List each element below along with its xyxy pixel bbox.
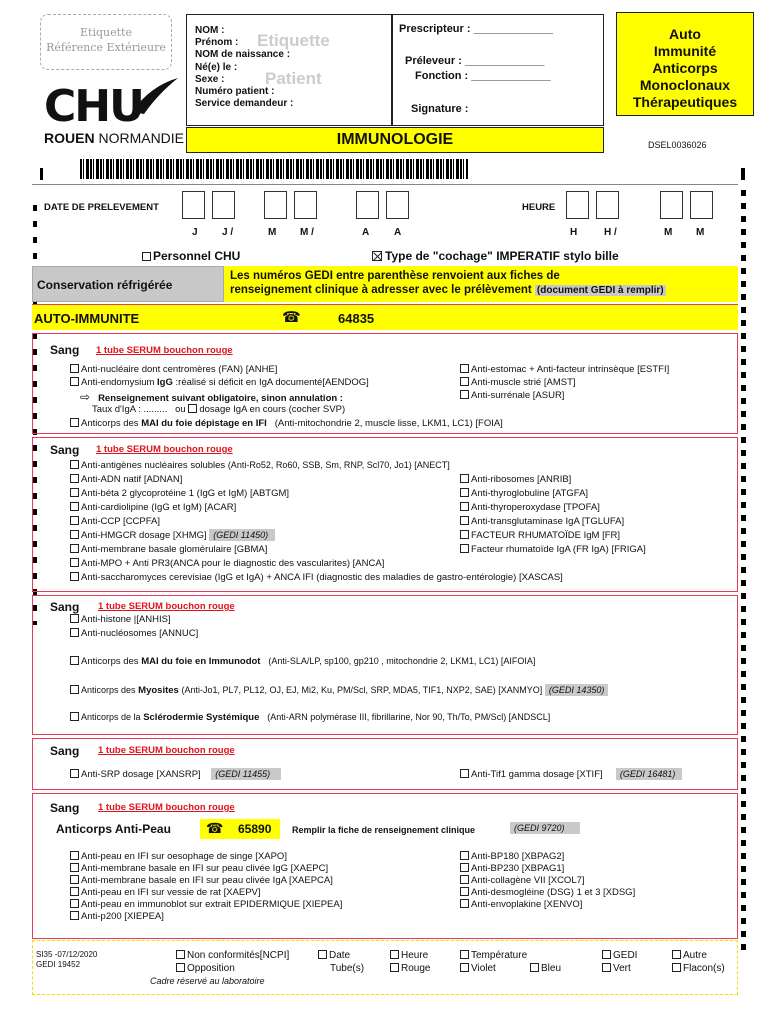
gedi-note [224,266,738,302]
footer-vert: Vert [613,963,631,974]
item-xaepc: Anti-membrane basale en IFI sur peau clivée IgG [XAEPC] [81,863,329,874]
checkbox-anca[interactable] [70,558,79,567]
margin-marks-right [741,190,746,950]
checkbox-estfi[interactable] [460,364,469,373]
checkbox-anhis[interactable] [70,614,79,623]
footer-cadre: Cadre réservé au laboratoire [150,976,265,986]
prescripteur-field[interactable]: Prescripteur : _____________ [399,23,554,35]
mm-label-1: M [664,227,673,238]
checkbox-bleu[interactable] [530,963,539,972]
cochage-label: Type de "cochage" IMPERATIF stylo bille [385,249,619,263]
item-fr: FACTEUR RHUMATOÏDE IgM [FR] [471,530,621,541]
checkbox-xansrp[interactable] [70,769,79,778]
taux-iga-label: Taux d'IgA : ......... [92,404,168,415]
item-tglufa: Anti-transglutaminase IgA [TGLUFA] [471,516,625,527]
footer-si-code: SI35 -07/12/2020 [36,950,98,959]
checkbox-xbpag1[interactable] [460,863,469,872]
item-anhis: Anti-histone |[ANHIS] [81,614,171,625]
watermark-patient: Patient [265,69,322,88]
item-andscl-c: (Anti-ARN polymérase III, fibrillarine, Nor 90, Th/To, PM/Scl) [ANDSCL] [267,712,551,722]
title-line-3: Anticorps [652,60,718,76]
footer-temperature: Température [471,950,528,961]
checkbox-autre[interactable] [672,950,681,959]
item-asur: Anti-surrénale [ASUR] [471,390,565,401]
year-box-1[interactable] [356,191,379,219]
checkbox-xaepca[interactable] [70,875,79,884]
title-line-1: Auto [669,26,701,42]
checked-example-icon [372,251,382,261]
a-label-2: A [394,227,402,238]
sang-title-2: Sang [50,443,80,457]
item-xdsg: Anti-desmogléine (DSG) 1 et 3 [XDSG] [471,887,636,898]
checkbox-xdsg[interactable] [460,887,469,896]
checkbox-ncpi[interactable] [176,950,185,959]
checkbox-date[interactable] [318,950,327,959]
hour-box-1[interactable] [566,191,589,219]
checkbox-xenvo[interactable] [460,899,469,908]
item-xaepca: Anti-membrane basale en IFI sur peau clivée IgA [XAEPCA] [81,875,333,886]
item-estfi: Anti-estomac + Anti-facteur intrinsèque [ESTFI] [471,364,670,375]
item-xtif: Anti-Tif1 gamma dosage [XTIF] [471,769,603,780]
logo-city: ROUEN [44,130,95,146]
checkbox-heure[interactable] [390,950,399,959]
footer-bleu: Bleu [541,963,562,974]
item-xhmg: Anti-HMGCR dosage [XHMG] [81,530,207,541]
item-andscl-a: Anticorps de la [81,712,141,722]
gedi-9720-badge: (GEDI 9720) [510,822,580,834]
checkbox-xhmg[interactable] [70,530,79,539]
renseignement-label: Renseignement suivant obligatoire, sinon annulation : [98,393,343,404]
item-xanmyo-b: Myosites [138,685,179,696]
checkbox-andscl[interactable] [70,712,79,721]
checkbox-ccpfa[interactable] [70,516,79,525]
minute-box-1[interactable] [660,191,683,219]
checkbox-asur[interactable] [460,390,469,399]
j-slash-label: J / [222,227,234,238]
gedi-16481-badge: (GEDI 16481) [616,768,682,780]
j-label: J [192,227,198,238]
dosage-iga-label: dosage IgA en cours (cocher SVP) [199,404,346,415]
sang-title-3: Sang [50,600,80,614]
nom-label: NOM : [195,25,225,36]
title-line-5: Thérapeutiques [632,94,738,110]
tube-label-5: 1 tube SERUM bouchon rouge [98,802,235,813]
checkbox-fr[interactable] [460,530,469,539]
item-adnan: Anti-ADN natif [ADNAN] [81,474,183,485]
fiche-label: Remplir la fiche de renseignement clinique [292,825,476,835]
item-xascas: Anti-saccharomyces cerevisiae (IgG et IgA) + ANCA IFI (diagnostic des maladies de gastro-entérologie) [XASCAS] [81,572,563,583]
checkbox-xiepea[interactable] [70,899,79,908]
checkbox-tpofa[interactable] [460,502,469,511]
checkbox-xcol7[interactable] [460,875,469,884]
watermark-etiquette: Etiquette [257,31,330,50]
immunologie-banner: IMMUNOLOGIE [186,127,604,153]
gedi-11455-badge: (GEDI 11455) [211,768,281,780]
item-aifoia-a: Anticorps des [81,656,139,667]
tube-label-1: 1 tube SERUM bouchon rouge [96,345,233,356]
heure-label: HEURE [522,202,556,213]
gedi-14350-badge: (GEDI 14350) [545,684,609,696]
doc-ref: DSEL0036026 [648,140,707,150]
logo-region: NORMANDIE [98,130,185,146]
m-slash-label: M / [300,227,314,238]
item-p200: Anti-p200 [XIEPEA] [81,911,164,922]
item-anhe: Anti-nucléaire dont centromères (FAN) [ANHE] [81,364,278,375]
item-friga: Facteur rhumatoïde IgA (FR IgA) [FRIGA] [471,544,646,555]
item-abtgm: Anti-béta 2 glycoprotéine 1 (IgG et IgM) [ABTGM] [81,488,290,499]
tube-label-4: 1 tube SERUM bouchon rouge [98,745,235,756]
item-aendog-b: IgG [157,377,173,388]
item-xapo: Anti-peau en IFI sur oesophage de singe [XAPO] [81,851,287,862]
checkbox-xanmyo[interactable] [70,685,79,694]
checkbox-xaepc[interactable] [70,863,79,872]
month-box-2[interactable] [294,191,317,219]
prenom-label: Prénom : [195,37,239,49]
item-andscl-b: Sclérodermie Systémique [143,712,260,723]
auto-immunite-label: AUTO-IMMUNITE [34,311,140,326]
footer-flacons: Flacon(s) [683,963,725,974]
footer-date: Date [329,950,351,961]
footer-autre: Autre [683,950,707,961]
item-foia-a: Anticorps des [81,418,139,429]
checkbox-p200[interactable] [70,911,79,920]
footer-gedi: GEDI [613,950,638,961]
checkbox-amst[interactable] [460,377,469,386]
footer-opposition: Opposition [187,963,235,974]
item-xaepv: Anti-peau en IFI sur vessie de rat [XAEPV] [81,887,261,898]
title-line-4: Monoclonaux [639,77,731,93]
auto-immunite-bar [32,304,738,330]
auto-phone: 64835 [338,311,375,326]
footer-heure: Heure [401,950,429,961]
checkbox-foia[interactable] [70,418,79,427]
checkbox-tglufa[interactable] [460,516,469,525]
day-box-1[interactable] [182,191,205,219]
day-box-2[interactable] [212,191,235,219]
item-foia-b: MAI du foie dépistage en IFI [141,418,267,429]
checkbox-rouge[interactable] [390,963,399,972]
fonction-field[interactable]: Fonction : _____________ [415,70,551,82]
checkbox-xascas[interactable] [70,572,79,581]
footer-violet: Violet [471,963,496,974]
numero-patient-label: Numéro patient : [195,86,275,98]
tube-label-2: 1 tube SERUM bouchon rouge [96,444,233,455]
checkbox-xbpag2[interactable] [460,851,469,860]
phone-icon: ☎ [282,309,301,326]
mm-label-2: M [696,227,705,238]
anti-peau-phone: 65890 [238,822,272,836]
item-aifoia-c: (Anti-SLA/LP, sp100, gp210 , mitochondrie 2, LKM1, LC1) [AIFOIA] [268,656,536,666]
chu-logo [44,81,185,154]
checkbox-abtgm[interactable] [70,488,79,497]
chu-logo-text: CHU [44,81,143,132]
checkbox-anhe[interactable] [70,364,79,373]
ne-le-label: Né(e) le : [195,61,238,73]
checkbox-atgfa[interactable] [460,488,469,497]
title-line-2: Immunité [653,43,717,59]
checkbox-friga[interactable] [460,544,469,553]
date-prelevement-label: DATE DE PRELEVEMENT [44,202,159,213]
tube-label-3: 1 tube SERUM bouchon rouge [98,601,235,612]
item-gbma: Anti-membrane basale glomérulaire [GBMA] [81,544,268,555]
date-row [32,184,738,244]
footer-gedi-code: GEDI 19452 [36,960,81,969]
minute-box-2[interactable] [690,191,713,219]
checkbox-acar[interactable] [70,502,79,511]
year-box-2[interactable] [386,191,409,219]
lab-footer [32,940,738,995]
barcode [80,159,468,179]
checkbox-anrib[interactable] [460,474,469,483]
sang-title-5: Sang [50,801,80,815]
item-xanmyo-a: Anticorps des [81,685,136,695]
item-atgfa: Anti-thyroglobuline [ATGFA] [471,488,589,499]
anti-peau-phone-box [200,819,280,839]
footer-rouge: Rouge [401,963,431,974]
anti-peau-title: Anticorps Anti-Peau [56,822,171,836]
personnel-chu-checkbox[interactable] [142,252,151,261]
naissance-label: NOM de naissance : [195,49,291,61]
item-acar: Anti-cardiolipine (IgG et IgM) [ACAR] [81,502,237,513]
checkbox-xtif[interactable] [460,769,469,778]
checkbox-flacons[interactable] [672,963,681,972]
footer-nc: Non conformités[NCPI] [187,950,290,961]
patient-box [186,14,392,126]
item-anect-a: Anti-antigènes nucléaires solubles [81,460,226,471]
checkbox-aendog[interactable] [70,377,79,386]
checkbox-aifoia[interactable] [70,656,79,665]
item-xbpag1: Anti-BP230 [XBPAG1] [471,863,565,874]
checkbox-opposition[interactable] [176,963,185,972]
gedi-11450-badge: (GEDI 11450) [209,529,275,541]
item-xansrp: Anti-SRP dosage [XANSRP] [81,769,201,780]
checkbox-gbma[interactable] [70,544,79,553]
checkbox-temperature[interactable] [460,950,469,959]
item-xiepea: Anti-peau en immunoblot sur extrait EPIDERMIQUE [XIEPEA] [81,899,343,910]
a-label-1: A [362,227,370,238]
h-label: H [570,227,578,238]
checkbox-gedi[interactable] [602,950,611,959]
checkbox-violet[interactable] [460,963,469,972]
sang-title-4: Sang [50,744,80,758]
item-amst: Anti-muscle strié [AMST] [471,377,576,388]
phone-icon-2: ☎ [206,820,224,836]
gedi-note-line-1: Les numéros GEDI entre parenthèse renvoient aux fiches de [230,270,560,282]
external-label-box [40,14,172,70]
checkbox-xaepv[interactable] [70,887,79,896]
h-slash-label: H / [604,227,617,238]
prescriber-box [392,14,604,126]
m-label: M [268,227,277,238]
item-foia-c: (Anti-mitochondrie 2, muscle lisse, LKM1, LC1) [FOIA] [274,418,503,429]
checkbox-dosage-iga[interactable] [188,404,197,413]
sang-title-1: Sang [50,343,80,357]
swoosh-icon [130,76,180,116]
conservation-box [32,266,224,302]
checkbox-anect[interactable] [70,460,79,469]
checkbox-adnan[interactable] [70,474,79,483]
item-xenvo: Anti-envoplakine [XENVO] [471,899,583,910]
sexe-label: Sexe : [195,73,225,85]
gedi-note-line-2: renseignement clinique à adresser avec le prélèvement [230,284,532,296]
item-tpofa: Anti-thyroperoxydase [TPOFA] [471,502,600,513]
item-anect-b: (Anti-Ro52, Ro60, SSB, Sm, RNP, Scl70, Jo1) [ANECT] [227,460,450,470]
label-line-2: Référence Extérieure [46,41,166,54]
label-line-1: Etiquette [80,26,132,39]
item-aendog-c: :réalisé si déficit en IgA documenté[AENDOG] [175,377,369,388]
signature-field[interactable]: Signature : [411,103,469,115]
item-aifoia-b: MAI du foie en Immunodot [141,656,261,667]
month-box-1[interactable] [264,191,287,219]
gedi-note-line-3: (document GEDI à remplir) [536,285,664,296]
item-xbpag2: Anti-BP180 [XBPAG2] [471,851,565,862]
item-anrib: Anti-ribosomes [ANRIB] [471,474,572,485]
checkbox-vert[interactable] [602,963,611,972]
checkbox-xapo[interactable] [70,851,79,860]
item-aendog-a: Anti-endomysium [81,377,155,388]
item-anca: Anti-MPO + Anti PR3(ANCA pour le diagnostic des vascularites) [ANCA] [81,558,385,569]
item-annuc: Anti-nucléosomes [ANNUC] [81,628,199,639]
conservation-label: Conservation réfrigérée [37,278,173,292]
item-xcol7: Anti-collagène VII [XCOL7] [471,875,585,886]
hour-box-2[interactable] [596,191,619,219]
service-label: Service demandeur : [195,98,294,110]
ou-label: ou [175,404,186,415]
title-box [616,12,754,116]
footer-tubes: Tube(s) [330,963,365,974]
arrow-icon: ⇨ [80,390,91,404]
checkbox-annuc[interactable] [70,628,79,637]
item-xanmyo-c: (Anti-Jo1, PL7, PL12, OJ, EJ, Mi2, Ku, PM/Scl, SRP, MDA5, TIF1, NXP2, SAE) [XANMYO] [181,685,543,695]
personnel-chu-label: Personnel CHU [153,249,241,263]
preleveur-field[interactable]: Préleveur : _____________ [405,55,545,67]
item-ccpfa: Anti-CCP [CCPFA] [81,516,161,527]
